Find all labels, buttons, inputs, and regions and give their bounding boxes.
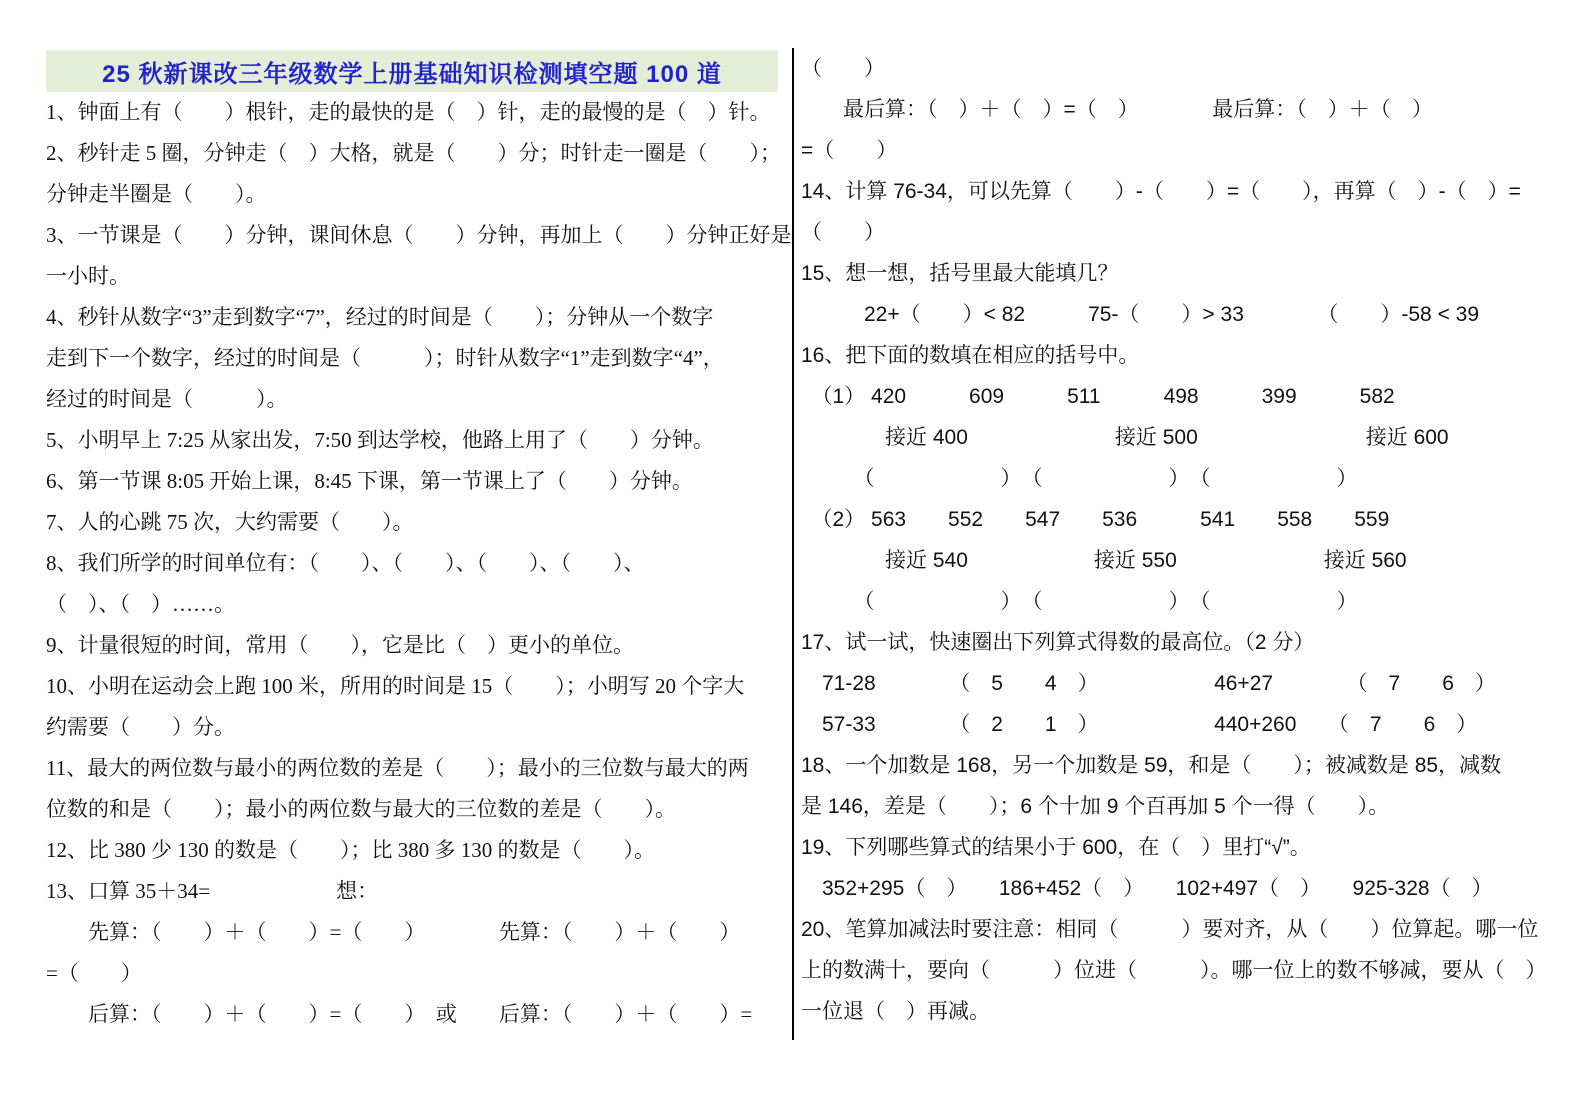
text-line: 接近 540 接近 550 接近 560 [801, 549, 1407, 572]
text-line: 71-28 （ 5 4 ） 46+27 （ 7 6 ） [801, 672, 1496, 695]
text-line: 先算：（ ）＋（ ）=（ ） 先算：（ ）＋（ ） [46, 920, 741, 944]
text-line: （2） 563 552 547 536 541 558 559 [801, 508, 1390, 531]
text-line: 22+（ ）< 82 75-（ ）> 33 （ ）-58 < 39 [801, 303, 1480, 326]
text-line: 4、秒针从数字“3”走到数字“7”，经过的时间是（ ）；分钟从一个数字 [46, 305, 714, 329]
text-line: （ ） （ ） （ ） [801, 467, 1358, 490]
text-line: 经过的时间是（ ）。 [46, 387, 288, 411]
left-column-text [46, 92, 792, 1035]
text-line: 一小时。 [46, 264, 130, 288]
text-line: 最后算：（ ）＋（ ）=（ ） 最后算：（ ）＋（ ） [801, 98, 1433, 121]
text-line: 上的数满十，要向（ ）位进（ ）。哪一位上的数不够减，要从（ ） [801, 959, 1547, 982]
text-line: 5、小明早上 7:25 从家出发，7:50 到达学校，他路上用了（ ）分钟。 [46, 428, 714, 452]
text-line: 15、想一想，括号里最大能填几？ [801, 262, 1119, 285]
text-line: （ ） [801, 57, 885, 80]
text-line: 16、把下面的数填在相应的括号中。 [801, 344, 1140, 367]
text-line: 352+295（ ） 186+452（ ） 102+497（ ） 925-328（ ） [801, 877, 1493, 900]
text-line: 一位退（ ）再减。 [801, 1000, 990, 1023]
text-line: 3、一节课是（ ）分钟，课间休息（ ）分钟，再加上（ ）分钟正好是 [46, 223, 792, 247]
text-line: 9、计量很短的时间，常用（ ），它是比（ ）更小的单位。 [46, 633, 634, 657]
text-line: 2、秒针走 5 圈，分钟走（ ）大格，就是（ ）分；时针走一圈是（ ）； [46, 141, 781, 165]
worksheet-title: 25 秋新课改三年级数学上册基础知识检测填空题 100 道 [102, 60, 722, 88]
text-line: （ ）、（ ）……。 [46, 592, 235, 616]
text-line: （ ） （ ） （ ） [801, 590, 1358, 613]
column-divider [792, 48, 794, 1040]
text-line: 6、第一节课 8:05 开始上课，8:45 下课，第一节课上了（ ）分钟。 [46, 469, 693, 493]
text-line: 7、人的心跳 75 次，大约需要（ ）。 [46, 510, 414, 534]
text-line: 17、试一试，快速圈出下列算式得数的最高位。（2 分） [801, 631, 1315, 654]
text-line: 8、我们所学的时间单位有：（ ）、（ ）、（ ）、（ ）、 [46, 551, 645, 575]
text-line: 14、计算 76-34，可以先算（ ）-（ ）=（ ），再算（ ）-（ ）= [801, 180, 1521, 203]
text-line: 1、钟面上有（ ）根针，走的最快的是（ ）针，走的最慢的是（ ）针。 [46, 100, 771, 124]
worksheet-title-bar [46, 50, 778, 92]
text-line: 10、小明在运动会上跑 100 米，所用的时间是 15（ ）；小明写 20 个字大 [46, 674, 745, 698]
text-line: 是 146，差是（ ）；6 个十加 9 个百再加 5 个一得（ ）。 [801, 795, 1390, 818]
text-line: 约需要（ ）分。 [46, 715, 235, 739]
text-line: 走到下一个数字，经过的时间是（ ）；时针从数字“1”走到数字“4”， [46, 346, 724, 370]
text-line: 12、比 380 少 130 的数是（ ）；比 380 多 130 的数是（ ）。 [46, 838, 655, 862]
text-line: =（ ） [801, 139, 898, 162]
text-line: 19、下列哪些算式的结果小于 600，在（ ）里打“√”。 [801, 836, 1311, 859]
left-column [46, 50, 792, 1035]
text-line: 11、最大的两位数与最小的两位数的差是（ ）；最小的三位数与最大的两 [46, 756, 749, 780]
text-line: 18、一个加数是 168，另一个加数是 59，和是（ ）；被减数是 85，减数 [801, 754, 1502, 777]
text-line: 13、口算 35＋34= 想： [46, 879, 379, 903]
text-line: 57-33 （ 2 1 ） 440+260 （ 7 6 ） [801, 713, 1478, 736]
text-line: （ ） [801, 221, 885, 244]
right-column [801, 48, 1547, 1032]
right-column-text [801, 48, 1547, 1032]
text-line: 位数的和是（ ）；最小的两位数与最大的三位数的差是（ ）。 [46, 797, 676, 821]
text-line: 分钟走半圈是（ ）。 [46, 182, 267, 206]
text-line: 后算：（ ）＋（ ）=（ ） 或 后算：（ ）＋（ ）= [46, 1002, 753, 1026]
text-line: 接近 400 接近 500 接近 600 [801, 426, 1449, 449]
text-line: 20、笔算加减法时要注意：相同（ ）要对齐，从（ ）位算起。哪一位 [801, 918, 1539, 941]
text-line: （1） 420 609 511 498 399 582 [801, 385, 1395, 408]
text-line: =（ ） [46, 961, 142, 985]
